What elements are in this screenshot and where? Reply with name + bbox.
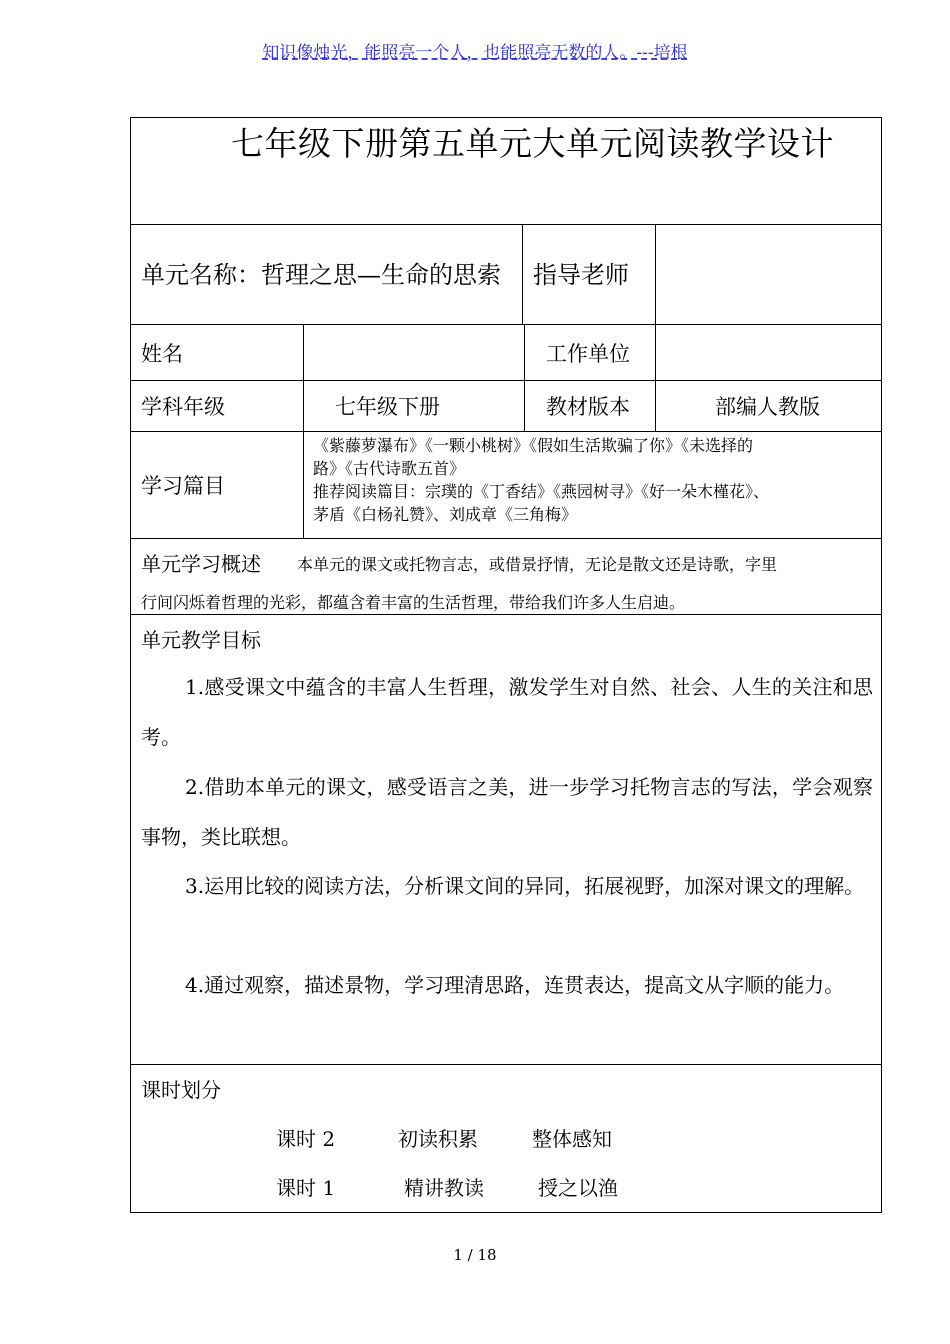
col-divider	[655, 224, 656, 324]
lesson-plan-table	[130, 117, 882, 1213]
edition-label: 教材版本	[546, 395, 630, 419]
advisor-label: 指导老师	[533, 261, 629, 289]
page-number: 1 / 18	[453, 1246, 497, 1264]
works-line: 路》《古代诗歌五首》	[313, 459, 466, 478]
goal-item: 4.通过观察，描述景物，学习理清思路，连贯表达，提高文从字顺的能力。	[185, 973, 845, 997]
col-divider	[303, 324, 304, 538]
lesson-stage: 精讲教读	[404, 1176, 484, 1200]
lesson-stage: 初读积累	[398, 1127, 478, 1151]
col-divider	[655, 324, 656, 431]
row-divider	[131, 431, 881, 432]
row-divider	[131, 1064, 881, 1065]
lessons-title: 课时划分	[141, 1078, 221, 1102]
row-divider	[131, 538, 881, 539]
lesson-label: 课时 2	[276, 1127, 336, 1151]
grade-value: 七年级下册	[335, 395, 440, 419]
goal-item: 3.运用比较的阅读方法，分析课文间的异同，拓展视野，加深对课文的理解。	[185, 874, 865, 898]
overview-text: 本单元的课文或托物言志，或借景抒情，无论是散文还是诗歌，字里	[297, 555, 778, 574]
grade-label: 学科年级	[141, 395, 225, 419]
row-divider	[131, 614, 881, 615]
overview-label: 单元学习概述	[141, 552, 261, 576]
goal-item: 1.感受课文中蕴含的丰富人生哲理，激发学生对自然、社会、人生的关注和思考。	[141, 675, 873, 749]
row-divider	[131, 224, 881, 225]
unit-name: 单元名称：哲理之思—生命的思索	[141, 261, 501, 289]
lesson-aim: 授之以渔	[538, 1176, 618, 1200]
row-divider	[131, 380, 881, 381]
name-label: 姓名	[141, 342, 183, 366]
works-list	[313, 434, 873, 526]
goals-title: 单元教学目标	[141, 628, 261, 652]
lesson-row	[276, 1123, 612, 1152]
overview-text: 行间闪烁着哲理的光彩，都蕴含着丰富的生活哲理，带给我们许多人生启迪。	[141, 593, 686, 612]
document-title: 七年级下册第五单元大单元阅读教学设计	[231, 124, 834, 163]
col-divider	[522, 224, 523, 324]
lesson-row	[276, 1172, 618, 1201]
goal-item: 2.借助本单元的课文，感受语言之美，进一步学习托物言志的写法，学会观察事物，类比联想。	[141, 775, 873, 849]
workplace-label: 工作单位	[546, 342, 630, 366]
row-divider	[131, 324, 881, 325]
col-divider	[524, 324, 525, 431]
works-label: 学习篇目	[141, 474, 225, 498]
works-line: 推荐阅读篇目：宗璞的《丁香结》《燕园树寻》《好一朵木槿花》、	[313, 482, 770, 501]
works-line: 茅盾《白杨礼赞》、刘成章《三角梅》	[313, 505, 578, 524]
edition-value: 部编人教版	[715, 395, 820, 419]
lesson-label: 课时 1	[276, 1176, 336, 1200]
works-line: 《紫藤萝瀑布》《一颗小桃树》《假如生活欺骗了你》《未选择的	[313, 436, 754, 455]
header-quote: 知识像烛光，能照亮一个人，也能照亮无数的人。---培根	[262, 43, 688, 63]
lesson-aim: 整体感知	[532, 1127, 612, 1151]
